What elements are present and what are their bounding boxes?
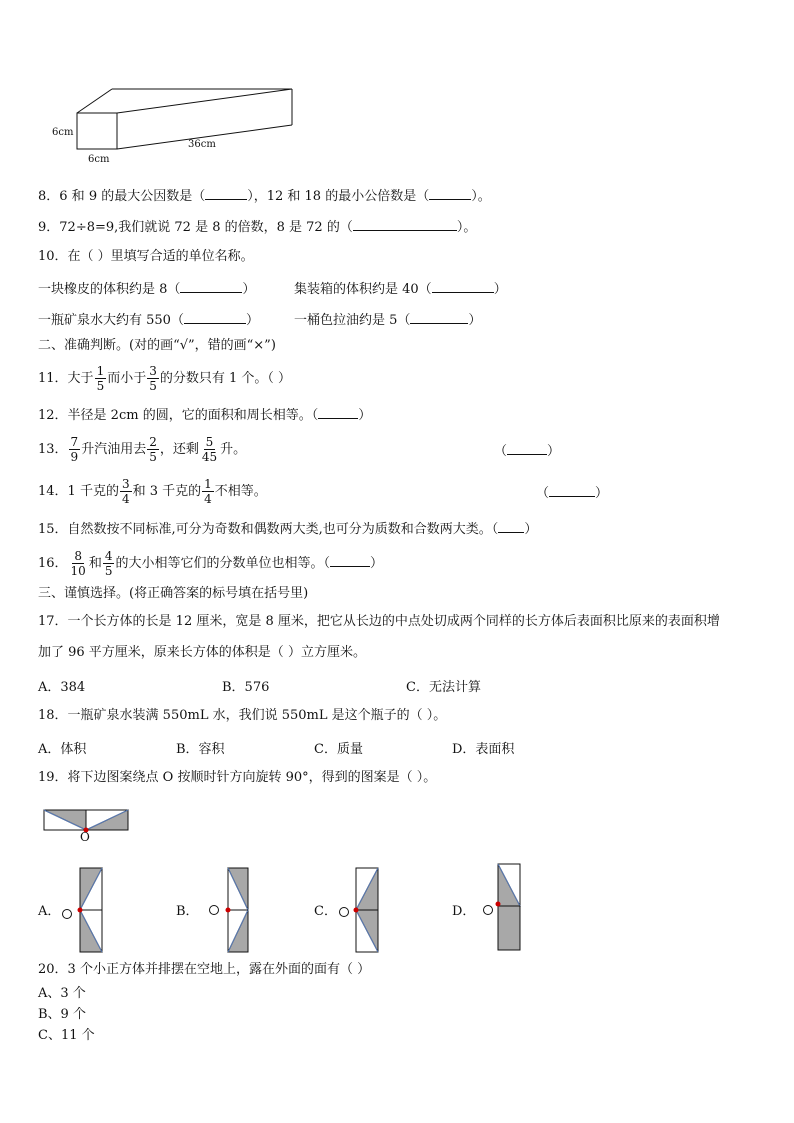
section-3-heading: 三、谨慎选择。(将正确答案的标号填在括号里) <box>38 586 309 601</box>
question-14: 14．1 千克的 $\frac{3}{4}$ 和 3 千克的 $\frac{1}{4}$ 不相等。 <box>38 477 267 506</box>
question-13-answer: （ ） <box>494 440 560 462</box>
answer-blank[interactable] <box>205 185 247 200</box>
question-15: 15．自然数按不同标准,可分为奇数和偶数两大类,也可分为质数和合数两大类。（ ） <box>38 518 537 540</box>
answer-blank[interactable] <box>330 552 370 567</box>
point-o-label: O <box>80 830 90 844</box>
question-14-answer: （ ） <box>536 482 608 504</box>
question-17-line-1: 17．一个长方体的长是 12 厘米，宽是 8 厘米，把它从长边的中点处切成两个同样的长方体后表面积比原来的表面积增 <box>38 614 720 629</box>
fraction: $\frac{2}{5}$ <box>149 435 157 464</box>
option-c[interactable]: C．质量 <box>314 742 363 757</box>
question-10-item-a: 一块橡皮的体积约是 8（ ） <box>38 278 255 300</box>
fraction: $\frac{1}{5}$ <box>96 364 105 393</box>
question-9: 9．72÷8=9,我们就说 72 是 8 的倍数，8 是 72 的（ ）。 <box>38 216 476 238</box>
question-11: 11．大于 $\frac{1}{5}$ 而小于 $\frac{3}{5}$ 的分数只有 1 个。（ ） <box>38 364 292 393</box>
option-a-pattern <box>60 866 110 954</box>
fraction: $\frac{3}{4}$ <box>121 477 130 506</box>
option-c-pattern <box>336 866 386 954</box>
answer-blank[interactable] <box>432 278 494 293</box>
cuboid-height-label: 6cm <box>52 127 74 138</box>
option-a[interactable]: A．体积 <box>38 742 87 757</box>
fraction: $\frac{1}{4}$ <box>204 477 212 506</box>
option-b[interactable]: B． <box>176 904 199 919</box>
answer-blank[interactable] <box>353 216 457 231</box>
answer-blank[interactable] <box>184 309 246 324</box>
question-17-line-2: 加了 96 平方厘米，原来长方体的体积是（ ）立方厘米。 <box>38 645 366 660</box>
fraction: $\frac{4}{5}$ <box>104 549 113 578</box>
option-a[interactable]: A、3 个 <box>38 986 86 1001</box>
question-10-item-b: 集装箱的体积约是 40（ ） <box>294 278 507 300</box>
question-13: 13． $\frac{7}{9}$ 升汽油用去 $\frac{2}{5}$ ，还剩 $\frac{5}{45}$ 升。 <box>38 435 247 464</box>
answer-blank[interactable] <box>507 440 547 455</box>
fraction: $\frac{5}{45}$ <box>201 435 218 464</box>
question-16: 16． $\frac{8}{10}$ 和 $\frac{4}{5}$ 的大小相等它们的分数单位也相等。（ ） <box>38 549 384 578</box>
option-c[interactable]: C、11 个 <box>38 1028 95 1043</box>
option-a[interactable]: A．384 <box>38 680 86 695</box>
option-a[interactable]: A． <box>38 904 61 919</box>
question-18: 18．一瓶矿泉水装满 550mL 水，我们说 550mL 是这个瓶子的（ ）。 <box>38 708 447 723</box>
fraction: $\frac{8}{10}$ <box>70 549 86 578</box>
answer-blank[interactable] <box>318 404 358 419</box>
question-8: 8．6 和 9 的最大公因数是（ ），12 和 18 的最小公倍数是（ ）。 <box>38 185 491 207</box>
cuboid-width-label: 6cm <box>88 154 110 165</box>
option-c[interactable]: C．无法计算 <box>406 680 481 695</box>
question-10-item-c: 一瓶矿泉水大约有 550（ ） <box>38 309 259 331</box>
option-d[interactable]: D．表面积 <box>452 742 515 757</box>
option-d-pattern <box>478 862 528 954</box>
option-b[interactable]: B．容积 <box>176 742 225 757</box>
question-12: 12．半径是 2cm 的圆，它的面积和周长相等。（ ） <box>38 404 371 426</box>
question-20: 20．3 个小正方体并排摆在空地上，露在外面的面有（ ） <box>38 962 371 977</box>
cuboid-length-label: 36cm <box>188 139 216 150</box>
option-b-pattern <box>206 866 256 954</box>
answer-blank[interactable] <box>549 482 595 497</box>
fraction: $\frac{7}{9}$ <box>70 435 79 464</box>
answer-blank[interactable] <box>410 309 468 324</box>
answer-blank[interactable] <box>498 518 524 533</box>
answer-blank[interactable] <box>180 278 242 293</box>
option-c[interactable]: C． <box>314 904 337 919</box>
answer-blank[interactable] <box>429 185 471 200</box>
option-b[interactable]: B、9 个 <box>38 1007 86 1022</box>
question-10: 10．在（ ）里填写合适的单位名称。 <box>38 249 254 264</box>
fraction: $\frac{3}{5}$ <box>149 364 157 393</box>
section-2-heading: 二、准确判断。(对的画“√”，错的画“×”) <box>38 338 276 353</box>
option-d[interactable]: D． <box>452 904 476 919</box>
question-10-item-d: 一桶色拉油约是 5（ ） <box>294 309 481 331</box>
option-b[interactable]: B．576 <box>222 680 270 695</box>
question-19: 19．将下边图案绕点 O 按顺时针方向旋转 90°，得到的图案是（ ）。 <box>38 770 437 785</box>
